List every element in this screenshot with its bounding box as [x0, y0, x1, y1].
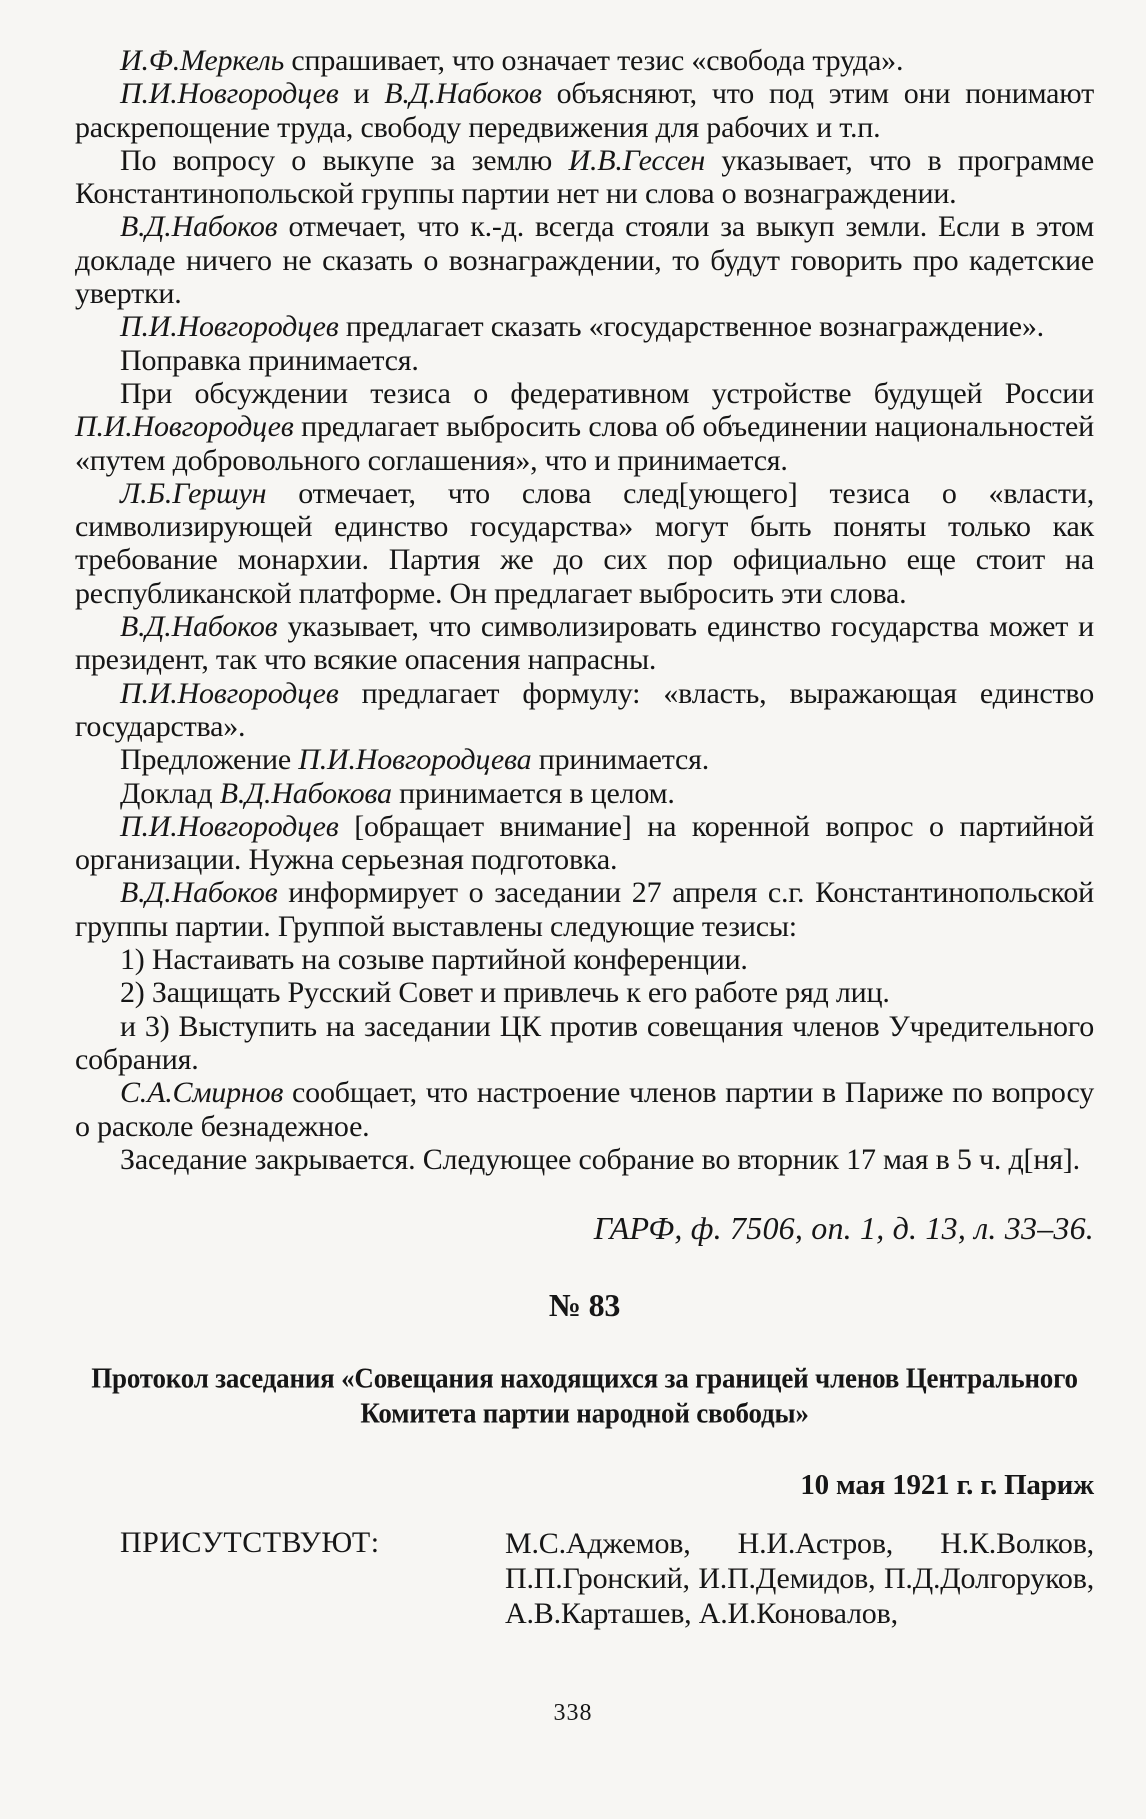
person-name: В.Д.Набоков: [384, 77, 542, 111]
archive-reference: ГАРФ, ф. 7506, оп. 1, д. 13, л. 33–36.: [593, 1210, 1094, 1247]
paragraph: [75, 777, 1094, 810]
text-run: При обсуждении тезиса о федеративном устройстве будущей России: [120, 376, 1094, 410]
text-run: Поправка принимается.: [120, 343, 419, 377]
page-number: 338: [553, 1700, 593, 1726]
protocol-text: [75, 44, 1094, 1631]
paragraph: [75, 677, 1094, 744]
text-run: предлагает формулу: «власть, выражающая единство государства».: [75, 676, 1094, 743]
paragraph: [75, 144, 1094, 211]
person-name: П.И.Новгородцева: [298, 743, 532, 777]
text-run: информирует о заседании 27 апреля с.г. Константинопольской группы партии. Группой выставлены следующие тезисы:: [75, 876, 1094, 943]
thesis-item: [75, 976, 1094, 1009]
text-run: Заседание закрывается. Следующее собрание во вторник 17 мая в 5 ч. д[ня].: [120, 1142, 1080, 1176]
paragraph: [75, 610, 1094, 677]
text-run: Доклад: [120, 776, 220, 810]
text-run: указывает, что символизировать единство государства может и президент, так что всякие опасения напрасны.: [75, 610, 1094, 677]
person-name: И.В.Гессен: [568, 143, 706, 177]
paragraph: [75, 377, 1094, 477]
paragraph: [75, 210, 1094, 310]
text-run: и 3) Выступить на заседании ЦК против совещания членов Учредительного собрания.: [75, 1009, 1094, 1076]
text-run: 2) Защищать Русский Совет и привлечь к его работе ряд лиц.: [120, 976, 890, 1010]
text-run: принимается.: [531, 743, 710, 777]
attendees-list: М.С.Аджемов, Н.И.Астров, Н.К.Волков, П.П.Гронский, И.П.Демидов, П.Д.Долгоруков, А.В.Карташев, А.И.Коновалов,: [505, 1526, 1094, 1630]
paragraph: [75, 477, 1094, 610]
text-run: По вопросу о выкупе за землю: [120, 143, 569, 177]
thesis-item: [75, 943, 1094, 976]
text-run: [обращает внимание] на коренной вопрос о партийной организации. Нужна серьезная подготовка.: [75, 809, 1094, 877]
paragraph: [75, 743, 1094, 776]
text-run: объясняют, что под этим они понимают раскрепощение труда, свободу передвижения для рабочих и т.п.: [75, 77, 1094, 144]
document-number: № 83: [548, 1287, 621, 1324]
attendees-block: [75, 1526, 1094, 1631]
text-run: предлагает сказать «государственное вознаграждение».: [338, 310, 1044, 344]
text-run: 1) Настаивать на созыве партийной конференции.: [120, 943, 748, 977]
text-run: спрашивает, что означает тезис «свобода труда».: [284, 44, 904, 77]
person-name: С.А.Смирнов: [120, 1076, 284, 1110]
text-run: Предложение: [120, 743, 299, 777]
text-run: указывает, что в программе Константинопольской группы партии нет ни слова о вознаграждении.: [75, 143, 1094, 211]
person-name: П.И.Новгородцев: [120, 310, 339, 344]
person-name: В.Д.Набокова: [219, 776, 392, 810]
thesis-item: [75, 1010, 1094, 1077]
paragraph: [75, 810, 1094, 877]
person-name: В.Д.Набоков: [120, 210, 278, 244]
person-name: В.Д.Набоков: [120, 876, 278, 910]
person-name: П.И.Новгородцев: [75, 410, 294, 444]
text-run: отмечает, что слова след[ующего] тезиса о «власти, символизирующей единство государства» могут быть поняты только как требование монархии. Партия же до сих пор официально еще стоит на республиканской платформе. Он предлагает выбросить эти слова.: [75, 476, 1094, 610]
person-name: П.И.Новгородцев: [120, 676, 339, 710]
person-name: И.Ф.Меркель: [120, 44, 285, 77]
text-run: отмечает, что к.-д. всегда стояли за выкуп земли. Если в этом докладе ничего не сказать о вознаграждении, то будут говорить про кадетские увертки.: [75, 210, 1094, 311]
text-run: и: [338, 77, 385, 111]
person-name: В.Д.Набоков: [120, 610, 278, 644]
paragraph: [75, 77, 1094, 144]
document-date: 10 мая 1921 г. г. Париж: [800, 1468, 1094, 1501]
text-run: сообщает, что настроение членов партии в Париже по вопросу о расколе безнадежное.: [75, 1076, 1094, 1143]
paragraph: [75, 1143, 1094, 1176]
person-name: П.И.Новгородцев: [120, 809, 339, 843]
person-name: П.И.Новгородцев: [120, 77, 339, 111]
text-run: принимается в целом.: [391, 776, 675, 810]
document-title: Протокол заседания «Совещания находящихся за границей членов Центрального Комитета партии народной свободы»: [91, 1361, 1078, 1429]
paragraph: [75, 876, 1094, 943]
paragraph: [75, 44, 1094, 77]
text-run: предлагает выбросить слова об объединении национальностей «путем добровольного соглашения», что и принимается.: [75, 410, 1094, 477]
person-name: Л.Б.Гершун: [120, 476, 267, 510]
paragraph: [75, 310, 1094, 343]
attendees-label: ПРИСУТСТВУЮТ:: [120, 1525, 380, 1559]
paragraph: [75, 344, 1094, 377]
paragraph: [75, 1076, 1094, 1143]
